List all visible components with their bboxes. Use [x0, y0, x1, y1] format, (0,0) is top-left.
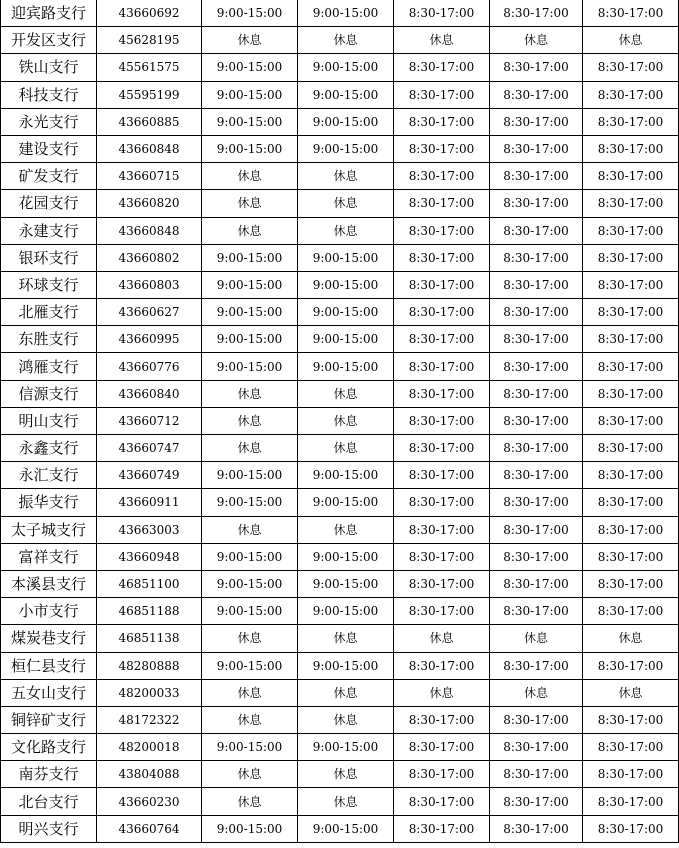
hours-cell-4: 8:30-17:00 — [490, 570, 583, 597]
phone-cell: 48172322 — [97, 706, 202, 733]
hours-cell-3: 8:30-17:00 — [394, 516, 490, 543]
hours-cell-3: 8:30-17:00 — [394, 489, 490, 516]
table-row — [1, 788, 679, 815]
hours-cell-1: 9:00-15:00 — [202, 353, 298, 380]
phone-cell: 43660820 — [97, 190, 202, 217]
hours-cell-5: 8:30-17:00 — [583, 217, 679, 244]
hours-cell-1: 休息 — [202, 516, 298, 543]
branch-name-cell: 文化路支行 — [1, 734, 97, 761]
branch-name-cell: 铁山支行 — [1, 54, 97, 81]
hours-cell-3: 8:30-17:00 — [394, 135, 490, 162]
hours-cell-5: 8:30-17:00 — [583, 163, 679, 190]
hours-cell-4: 8:30-17:00 — [490, 163, 583, 190]
table-row — [1, 81, 679, 108]
hours-cell-4: 8:30-17:00 — [490, 462, 583, 489]
hours-cell-2: 9:00-15:00 — [298, 81, 394, 108]
hours-cell-2: 休息 — [298, 163, 394, 190]
hours-cell-5: 8:30-17:00 — [583, 81, 679, 108]
table-row — [1, 652, 679, 679]
hours-cell-1: 休息 — [202, 217, 298, 244]
hours-cell-3: 8:30-17:00 — [394, 652, 490, 679]
hours-cell-3: 8:30-17:00 — [394, 462, 490, 489]
hours-cell-1: 9:00-15:00 — [202, 326, 298, 353]
hours-cell-5: 8:30-17:00 — [583, 570, 679, 597]
branch-name-cell: 南芬支行 — [1, 761, 97, 788]
hours-cell-5: 8:30-17:00 — [583, 271, 679, 298]
hours-cell-1: 9:00-15:00 — [202, 0, 298, 27]
hours-cell-4: 8:30-17:00 — [490, 516, 583, 543]
hours-cell-4: 8:30-17:00 — [490, 435, 583, 462]
table-row — [1, 489, 679, 516]
hours-cell-2: 9:00-15:00 — [298, 815, 394, 842]
hours-cell-1: 休息 — [202, 163, 298, 190]
hours-cell-5: 8:30-17:00 — [583, 0, 679, 27]
hours-cell-1: 9:00-15:00 — [202, 81, 298, 108]
hours-cell-2: 9:00-15:00 — [298, 135, 394, 162]
hours-cell-1: 9:00-15:00 — [202, 734, 298, 761]
phone-cell: 43660715 — [97, 163, 202, 190]
hours-cell-2: 9:00-15:00 — [298, 543, 394, 570]
branch-name-cell: 开发区支行 — [1, 27, 97, 54]
hours-cell-3: 8:30-17:00 — [394, 706, 490, 733]
hours-cell-5: 8:30-17:00 — [583, 543, 679, 570]
table-row — [1, 815, 679, 842]
hours-cell-1: 休息 — [202, 380, 298, 407]
hours-cell-3: 8:30-17:00 — [394, 815, 490, 842]
hours-cell-5: 8:30-17:00 — [583, 299, 679, 326]
hours-cell-2: 9:00-15:00 — [298, 598, 394, 625]
hours-cell-5: 8:30-17:00 — [583, 598, 679, 625]
branch-name-cell: 明山支行 — [1, 407, 97, 434]
branch-name-cell: 建设支行 — [1, 135, 97, 162]
hours-cell-1: 休息 — [202, 27, 298, 54]
branch-name-cell: 本溪县支行 — [1, 570, 97, 597]
hours-cell-5: 8:30-17:00 — [583, 353, 679, 380]
table-row — [1, 407, 679, 434]
hours-cell-1: 9:00-15:00 — [202, 135, 298, 162]
branch-name-cell: 迎宾路支行 — [1, 0, 97, 27]
branch-name-cell: 振华支行 — [1, 489, 97, 516]
branch-name-cell: 信源支行 — [1, 380, 97, 407]
phone-cell: 43660840 — [97, 380, 202, 407]
phone-cell: 43804088 — [97, 761, 202, 788]
phone-cell: 43660747 — [97, 435, 202, 462]
hours-cell-3: 休息 — [394, 27, 490, 54]
hours-cell-3: 8:30-17:00 — [394, 271, 490, 298]
hours-cell-4: 8:30-17:00 — [490, 734, 583, 761]
branch-name-cell: 银环支行 — [1, 244, 97, 271]
branch-name-cell: 永建支行 — [1, 217, 97, 244]
hours-cell-4: 8:30-17:00 — [490, 407, 583, 434]
hours-cell-1: 9:00-15:00 — [202, 271, 298, 298]
table-row — [1, 435, 679, 462]
branch-name-cell: 永光支行 — [1, 108, 97, 135]
hours-cell-2: 9:00-15:00 — [298, 489, 394, 516]
hours-cell-1: 休息 — [202, 190, 298, 217]
table-row — [1, 353, 679, 380]
hours-cell-5: 8:30-17:00 — [583, 489, 679, 516]
hours-cell-5: 8:30-17:00 — [583, 190, 679, 217]
branch-name-cell: 环球支行 — [1, 271, 97, 298]
hours-cell-4: 8:30-17:00 — [490, 788, 583, 815]
table-row — [1, 108, 679, 135]
phone-cell: 43663003 — [97, 516, 202, 543]
table-row — [1, 598, 679, 625]
hours-cell-3: 8:30-17:00 — [394, 380, 490, 407]
hours-cell-4: 8:30-17:00 — [490, 271, 583, 298]
hours-cell-5: 8:30-17:00 — [583, 462, 679, 489]
phone-cell: 43660802 — [97, 244, 202, 271]
table-row — [1, 299, 679, 326]
hours-cell-1: 休息 — [202, 679, 298, 706]
hours-cell-5: 8:30-17:00 — [583, 815, 679, 842]
phone-cell: 43660230 — [97, 788, 202, 815]
phone-cell: 48200033 — [97, 679, 202, 706]
hours-cell-5: 休息 — [583, 625, 679, 652]
hours-cell-1: 休息 — [202, 761, 298, 788]
branch-name-cell: 永汇支行 — [1, 462, 97, 489]
branch-name-cell: 明兴支行 — [1, 815, 97, 842]
table-row — [1, 190, 679, 217]
hours-cell-4: 8:30-17:00 — [490, 543, 583, 570]
branch-name-cell: 五女山支行 — [1, 679, 97, 706]
phone-cell: 43660803 — [97, 271, 202, 298]
hours-cell-1: 9:00-15:00 — [202, 489, 298, 516]
hours-cell-3: 8:30-17:00 — [394, 734, 490, 761]
hours-cell-3: 8:30-17:00 — [394, 81, 490, 108]
phone-cell: 43660848 — [97, 217, 202, 244]
hours-cell-4: 8:30-17:00 — [490, 135, 583, 162]
hours-cell-2: 休息 — [298, 27, 394, 54]
branch-name-cell: 东胜支行 — [1, 326, 97, 353]
hours-cell-4: 8:30-17:00 — [490, 190, 583, 217]
table-row — [1, 27, 679, 54]
hours-cell-5: 8:30-17:00 — [583, 326, 679, 353]
branch-name-cell: 永鑫支行 — [1, 435, 97, 462]
table-row — [1, 516, 679, 543]
phone-cell: 43660995 — [97, 326, 202, 353]
hours-cell-4: 8:30-17:00 — [490, 0, 583, 27]
phone-cell: 43660848 — [97, 135, 202, 162]
table-row — [1, 326, 679, 353]
hours-cell-4: 8:30-17:00 — [490, 815, 583, 842]
hours-cell-5: 8:30-17:00 — [583, 435, 679, 462]
hours-cell-2: 9:00-15:00 — [298, 108, 394, 135]
branch-name-cell: 科技支行 — [1, 81, 97, 108]
hours-cell-3: 8:30-17:00 — [394, 543, 490, 570]
hours-cell-2: 9:00-15:00 — [298, 54, 394, 81]
hours-cell-5: 8:30-17:00 — [583, 788, 679, 815]
hours-cell-4: 8:30-17:00 — [490, 244, 583, 271]
hours-cell-1: 9:00-15:00 — [202, 543, 298, 570]
hours-cell-3: 8:30-17:00 — [394, 190, 490, 217]
hours-cell-5: 8:30-17:00 — [583, 734, 679, 761]
hours-cell-3: 8:30-17:00 — [394, 761, 490, 788]
hours-cell-5: 8:30-17:00 — [583, 652, 679, 679]
hours-cell-3: 8:30-17:00 — [394, 435, 490, 462]
branch-name-cell: 花园支行 — [1, 190, 97, 217]
table-row — [1, 625, 679, 652]
branch-name-cell: 北台支行 — [1, 788, 97, 815]
hours-cell-1: 9:00-15:00 — [202, 815, 298, 842]
table-row — [1, 163, 679, 190]
hours-cell-3: 8:30-17:00 — [394, 598, 490, 625]
phone-cell: 46851188 — [97, 598, 202, 625]
hours-cell-1: 9:00-15:00 — [202, 462, 298, 489]
hours-cell-2: 9:00-15:00 — [298, 462, 394, 489]
hours-cell-2: 9:00-15:00 — [298, 570, 394, 597]
hours-cell-3: 8:30-17:00 — [394, 244, 490, 271]
hours-cell-2: 9:00-15:00 — [298, 734, 394, 761]
phone-cell: 43660948 — [97, 543, 202, 570]
phone-cell: 45561575 — [97, 54, 202, 81]
hours-cell-4: 8:30-17:00 — [490, 489, 583, 516]
branch-name-cell: 富祥支行 — [1, 543, 97, 570]
hours-cell-2: 休息 — [298, 625, 394, 652]
hours-cell-5: 8:30-17:00 — [583, 380, 679, 407]
hours-cell-5: 休息 — [583, 27, 679, 54]
hours-cell-4: 8:30-17:00 — [490, 299, 583, 326]
hours-cell-4: 休息 — [490, 625, 583, 652]
hours-cell-3: 8:30-17:00 — [394, 163, 490, 190]
hours-cell-4: 8:30-17:00 — [490, 598, 583, 625]
hours-cell-4: 8:30-17:00 — [490, 54, 583, 81]
hours-cell-5: 8:30-17:00 — [583, 706, 679, 733]
hours-cell-2: 休息 — [298, 190, 394, 217]
hours-cell-2: 休息 — [298, 380, 394, 407]
hours-cell-2: 休息 — [298, 679, 394, 706]
hours-cell-4: 8:30-17:00 — [490, 81, 583, 108]
branch-name-cell: 桓仁县支行 — [1, 652, 97, 679]
phone-cell: 43660764 — [97, 815, 202, 842]
hours-cell-4: 8:30-17:00 — [490, 108, 583, 135]
branch-name-cell: 铜锌矿支行 — [1, 706, 97, 733]
branch-name-cell: 鸿雁支行 — [1, 353, 97, 380]
table-row — [1, 706, 679, 733]
hours-cell-1: 休息 — [202, 788, 298, 815]
branch-name-cell: 煤炭巷支行 — [1, 625, 97, 652]
hours-cell-2: 休息 — [298, 761, 394, 788]
table-row — [1, 543, 679, 570]
hours-cell-1: 9:00-15:00 — [202, 54, 298, 81]
hours-cell-3: 8:30-17:00 — [394, 353, 490, 380]
table-row — [1, 380, 679, 407]
table-row — [1, 0, 679, 27]
hours-cell-2: 休息 — [298, 217, 394, 244]
hours-cell-1: 9:00-15:00 — [202, 570, 298, 597]
hours-cell-4: 8:30-17:00 — [490, 326, 583, 353]
hours-cell-1: 9:00-15:00 — [202, 299, 298, 326]
table-row — [1, 570, 679, 597]
hours-cell-3: 8:30-17:00 — [394, 299, 490, 326]
hours-cell-2: 9:00-15:00 — [298, 652, 394, 679]
hours-cell-4: 休息 — [490, 679, 583, 706]
table-row — [1, 135, 679, 162]
hours-cell-2: 休息 — [298, 706, 394, 733]
phone-cell: 46851100 — [97, 570, 202, 597]
hours-cell-4: 8:30-17:00 — [490, 217, 583, 244]
phone-cell: 48200018 — [97, 734, 202, 761]
hours-cell-3: 8:30-17:00 — [394, 0, 490, 27]
hours-cell-2: 9:00-15:00 — [298, 326, 394, 353]
phone-cell: 43660627 — [97, 299, 202, 326]
hours-cell-1: 休息 — [202, 706, 298, 733]
hours-cell-2: 9:00-15:00 — [298, 0, 394, 27]
table-row — [1, 271, 679, 298]
hours-cell-3: 休息 — [394, 625, 490, 652]
hours-cell-3: 休息 — [394, 679, 490, 706]
hours-cell-5: 8:30-17:00 — [583, 244, 679, 271]
hours-cell-3: 8:30-17:00 — [394, 407, 490, 434]
table-row — [1, 244, 679, 271]
hours-cell-4: 8:30-17:00 — [490, 761, 583, 788]
hours-cell-5: 8:30-17:00 — [583, 761, 679, 788]
phone-cell: 43660911 — [97, 489, 202, 516]
phone-cell: 46851138 — [97, 625, 202, 652]
hours-cell-1: 9:00-15:00 — [202, 652, 298, 679]
hours-cell-2: 9:00-15:00 — [298, 271, 394, 298]
branch-name-cell: 小市支行 — [1, 598, 97, 625]
hours-cell-2: 休息 — [298, 788, 394, 815]
phone-cell: 43660885 — [97, 108, 202, 135]
hours-cell-5: 8:30-17:00 — [583, 135, 679, 162]
phone-cell: 45628195 — [97, 27, 202, 54]
hours-cell-5: 8:30-17:00 — [583, 108, 679, 135]
table-row — [1, 761, 679, 788]
phone-cell: 43660776 — [97, 353, 202, 380]
table-row — [1, 217, 679, 244]
phone-cell: 48280888 — [97, 652, 202, 679]
phone-cell: 43660692 — [97, 0, 202, 27]
hours-cell-4: 8:30-17:00 — [490, 353, 583, 380]
branch-hours-body — [1, 0, 679, 842]
branch-name-cell: 太子城支行 — [1, 516, 97, 543]
hours-cell-2: 9:00-15:00 — [298, 244, 394, 271]
hours-cell-3: 8:30-17:00 — [394, 217, 490, 244]
branch-name-cell: 北雁支行 — [1, 299, 97, 326]
branch-name-cell: 矿发支行 — [1, 163, 97, 190]
hours-cell-1: 9:00-15:00 — [202, 108, 298, 135]
hours-cell-3: 8:30-17:00 — [394, 54, 490, 81]
hours-cell-3: 8:30-17:00 — [394, 788, 490, 815]
hours-cell-4: 8:30-17:00 — [490, 652, 583, 679]
hours-cell-2: 9:00-15:00 — [298, 353, 394, 380]
hours-cell-1: 休息 — [202, 625, 298, 652]
hours-cell-1: 9:00-15:00 — [202, 598, 298, 625]
table-row — [1, 679, 679, 706]
hours-cell-4: 休息 — [490, 27, 583, 54]
hours-cell-1: 9:00-15:00 — [202, 244, 298, 271]
hours-cell-2: 休息 — [298, 435, 394, 462]
table-row — [1, 462, 679, 489]
hours-cell-4: 8:30-17:00 — [490, 706, 583, 733]
hours-cell-2: 休息 — [298, 516, 394, 543]
hours-cell-2: 9:00-15:00 — [298, 299, 394, 326]
table-row — [1, 734, 679, 761]
hours-cell-3: 8:30-17:00 — [394, 570, 490, 597]
hours-cell-2: 休息 — [298, 407, 394, 434]
phone-cell: 45595199 — [97, 81, 202, 108]
hours-cell-3: 8:30-17:00 — [394, 108, 490, 135]
table-row — [1, 54, 679, 81]
hours-cell-1: 休息 — [202, 407, 298, 434]
hours-cell-3: 8:30-17:00 — [394, 326, 490, 353]
hours-cell-5: 8:30-17:00 — [583, 407, 679, 434]
hours-cell-4: 8:30-17:00 — [490, 380, 583, 407]
phone-cell: 43660749 — [97, 462, 202, 489]
phone-cell: 43660712 — [97, 407, 202, 434]
hours-cell-5: 8:30-17:00 — [583, 516, 679, 543]
hours-cell-5: 休息 — [583, 679, 679, 706]
hours-cell-1: 休息 — [202, 435, 298, 462]
hours-cell-5: 8:30-17:00 — [583, 54, 679, 81]
